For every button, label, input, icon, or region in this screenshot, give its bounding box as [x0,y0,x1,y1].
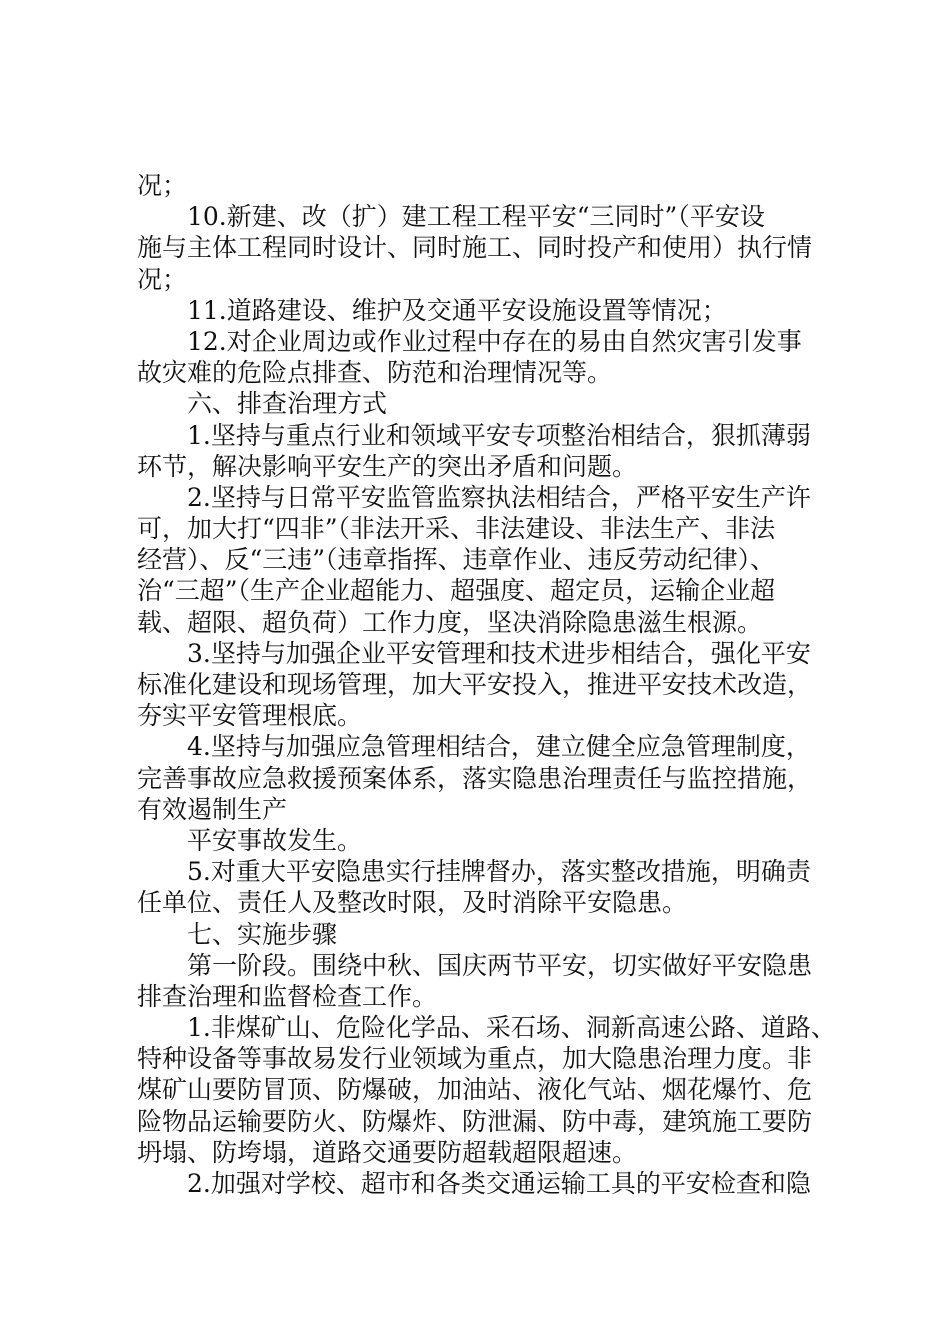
text-line: 险物品运输要防火、防爆炸、防泄漏、防中毒，建筑施工要防 [137,1106,813,1136]
text-line: 排查治理和监督检查工作。 [137,981,438,1011]
text-line: 标准化建设和现场管理，加大平安投入，推进平安技术改造， [137,670,813,699]
text-line: 六、排查治理方式 [187,389,388,419]
text-line: 完善事故应急救援预案体系，落实隐患治理责任与监控措施， [137,763,813,793]
text-line: 11.道路建设、维护及交通平安设施设置等情况； [187,295,727,325]
text-line: 况； [137,264,188,294]
text-line: 可，加大打“四非”（非法开采、非法建设、非法生产、非法 [137,514,776,544]
text-line: 载、超限、超负荷）工作力度，坚决消除隐患滋生根源。 [137,607,763,637]
text-line: 1.坚持与重点行业和领域平安专项整治相结合，狠抓薄弱 [187,420,811,450]
text-line: 10.新建、改（扩）建工程工程平安“三同时”（平安设 [187,202,765,232]
text-line: 有效遏制生产 [137,794,288,824]
text-line: 故灾难的危险点排查、防范和治理情况等。 [137,358,613,388]
text-line: 平安事故发生。 [187,825,363,855]
text-line: 1.非煤矿山、危险化学品、采石场、洞新高速公路、道路、 [187,1013,836,1043]
text-line: 夯实平安管理根底。 [137,701,363,731]
text-line: 2.加强对学校、超市和各类交通运输工具的平安检查和隐 [187,1169,811,1198]
text-line: 煤矿山要防冒顶、防爆破，加油站、液化气站、烟花爆竹、危 [137,1075,813,1105]
text-line: 施与主体工程同时设计、同时施工、同时投产和使用）执行情 [137,233,813,263]
text-line: 坍塌、防垮塌，道路交通要防超载超限超速。 [137,1137,638,1167]
text-line: 2.坚持与日常平安监管监察执法相结合，严格平安生产许 [187,482,811,512]
text-line: 治“三超”（生产企业超能力、超强度、超定员，运输企业超 [137,576,776,606]
text-line: 特种设备等事故易发行业领域为重点，加大隐患治理力度。非 [137,1044,813,1074]
document-body [137,170,837,1199]
text-line: 环节，解决影响平安生产的突出矛盾和问题。 [137,451,638,481]
text-line: 12.对企业周边或作业过程中存在的易由自然灾害引发事 [187,326,802,356]
text-line: 5.对重大平安隐患实行挂牌督办，落实整改措施，明确责 [187,857,811,887]
text-line: 第一阶段。围绕中秋、国庆两节平安，切实做好平安隐患 [187,950,813,980]
text-line: 3.坚持与加强企业平安管理和技术进步相结合，强化平安 [187,638,811,668]
text-line: 七、实施步骤 [187,919,338,949]
text-line: 4.坚持与加强应急管理相结合，建立健全应急管理制度， [187,732,811,762]
text-line: 况； [137,171,188,200]
text-line: 经营）、反“三违”（违章指挥、违章作业、违反劳动纪律）、 [137,545,776,575]
text-line: 任单位、责任人及整改时限，及时消除平安隐患。 [137,888,688,918]
